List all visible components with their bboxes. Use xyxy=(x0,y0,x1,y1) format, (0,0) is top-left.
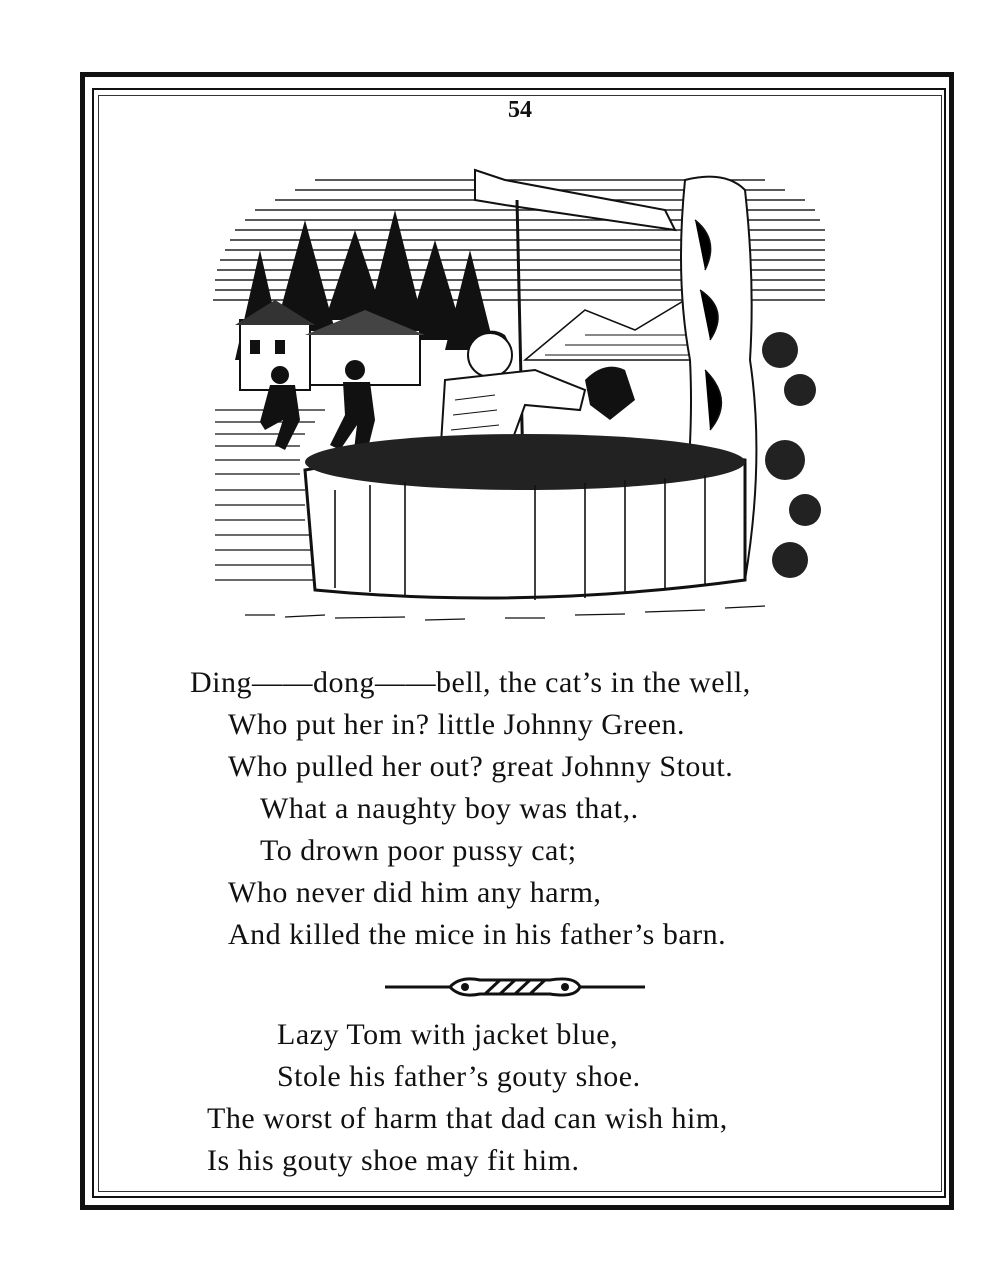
poem-line: Who pulled her out? great Johnny Stout. xyxy=(228,750,734,783)
poem-line: The worst of harm that dad can wish him, xyxy=(207,1102,728,1135)
poem-line: Stole his father’s gouty shoe. xyxy=(277,1060,641,1093)
poem-line: What a naughty boy was that,. xyxy=(260,792,639,825)
page-number: 54 xyxy=(508,97,532,123)
poem-line: Lazy Tom with jacket blue, xyxy=(277,1018,619,1051)
poem-line: To drown poor pussy cat; xyxy=(260,834,577,867)
poem-line: Ding——dong——bell, the cat’s in the well, xyxy=(190,666,751,699)
poem-ding-dong-bell xyxy=(190,662,751,956)
poem-line: And killed the mice in his father’s barn. xyxy=(228,918,727,951)
poem-line: Who never did him any harm, xyxy=(228,876,602,909)
poem-line: Who put her in? little Johnny Green. xyxy=(228,708,686,741)
poem-lazy-tom xyxy=(207,1014,728,1182)
ornamental-divider xyxy=(385,972,645,1002)
woodcut-illustration xyxy=(205,160,835,630)
poem-line: Is his gouty shoe may fit him. xyxy=(207,1144,580,1177)
